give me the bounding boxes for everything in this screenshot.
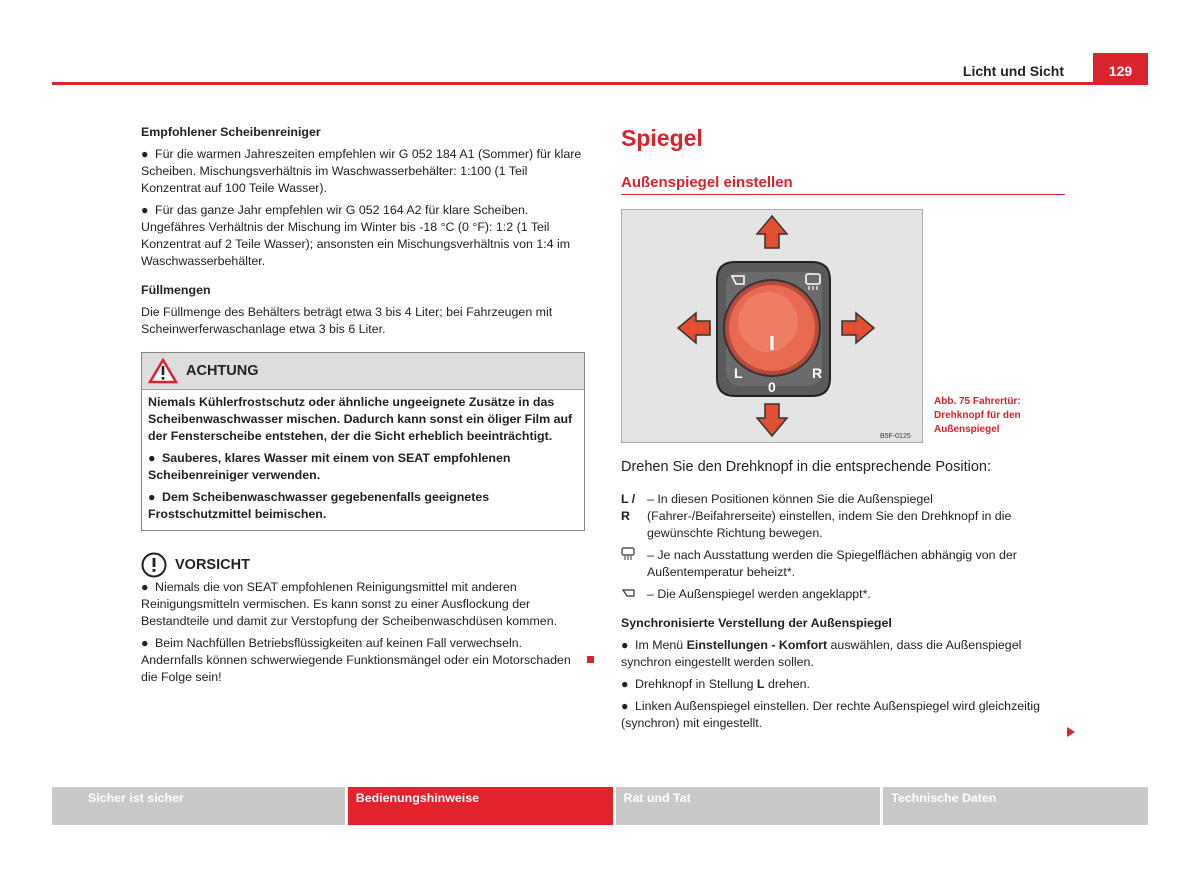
page-number: 129 xyxy=(1093,53,1148,85)
footer-tab-technik[interactable]: Technische Daten xyxy=(883,787,1148,825)
position-label-l: L xyxy=(734,365,743,381)
continue-arrow-icon xyxy=(1067,727,1075,737)
mirror-heating-icon xyxy=(621,547,637,561)
list-item: ● Sauberes, klares Wasser mit einem von SEAT empfohlenen Scheibenreiniger verwenden. xyxy=(148,451,511,482)
exclamation-circle-icon xyxy=(141,552,167,578)
position-label-r: R xyxy=(812,365,823,381)
section-title-sync: Synchronisierte Verstellung der Außenspiegel xyxy=(621,616,892,630)
list-item: ● Dem Scheibenwaschwasser gegebenenfalls geeignetes Frostschutzmittel beimischen. xyxy=(148,490,490,521)
footer-nav xyxy=(52,787,1148,825)
mirror-knob-illustration xyxy=(622,210,922,442)
list-item: ● Linken Außenspiegel einstellen. Der rechte Außenspiegel wird gleichzeitig (synchron) mit eingestellt. xyxy=(621,699,1040,730)
list-item: – Je nach Ausstattung werden die Spiegelflächen abhängig von der Außentemperatur beheizt*. xyxy=(621,547,1065,581)
warning-label: ACHTUNG xyxy=(186,362,259,379)
fill-text: Die Füllmenge des Behälters beträgt etwa 3 bis 4 Liter; bei Fahrzeugen mit Scheinwerferwaschanlage etwa 3 bis 6 Liter. xyxy=(141,305,553,336)
list-item: ● Im Menü Einstellungen - Komfort auswählen, dass die Außenspiegel synchron eingestellt werden sollen. xyxy=(621,638,1022,669)
mirror-knob-figure xyxy=(621,209,923,443)
section-heading: Außenspiegel einstellen xyxy=(621,174,1065,195)
list-item: ● Niemals die von SEAT empfohlenen Reinigungsmittel mit anderen Reinigungsmitteln vermischen. Es kann sonst zu einer Ausflockung der Bestandteile und damit zur Verstopfung der Scheibenwaschdüsen kommen. xyxy=(141,580,558,628)
caution-header xyxy=(141,551,585,579)
list-item: ● Für das ganze Jahr empfehlen wir G 052 164 A2 für klare Scheiben. Ungefähres Verhältnis der Mischung im Winter bis -18 °C (0 °F): 1:2 (1 Teil Konzentrat auf 2 Teile Wasser); ansonsten ein Mischungsverhältnis von 1:4 im Waschwasserbehälter. xyxy=(141,203,571,268)
caution-box xyxy=(141,551,585,686)
list-item: ● Für die warmen Jahreszeiten empfehlen wir G 052 184 A1 (Sommer) für klare Scheiben. Mischungsverhältnis im Waschwasserbehälter: 1:100 (1 Teil Konzentrat auf 100 Teile Wasser). xyxy=(141,147,582,195)
list-item: ● Drehknopf in Stellung L drehen. xyxy=(621,677,810,691)
footer-tab-rat[interactable]: Rat und Tat xyxy=(616,787,884,825)
section-end-mark xyxy=(587,656,594,663)
header-rule xyxy=(52,82,1148,85)
lead-text: Drehen Sie den Drehknopf in die entsprechende Position: xyxy=(621,459,991,475)
chapter-title: Spiegel xyxy=(621,125,703,151)
figure-caption: Abb. 75 Fahrertür: Drehknopf für den Außenspiegel xyxy=(934,396,1021,435)
caution-label: VORSICHT xyxy=(175,556,250,573)
mirror-fold-icon xyxy=(621,586,637,600)
list-item: – Die Außenspiegel werden angeklappt*. xyxy=(621,586,1065,605)
warning-triangle-icon xyxy=(148,358,178,384)
footer-tab-bedienung[interactable]: Bedienungshinweise xyxy=(348,787,616,825)
figure-row xyxy=(621,209,1065,443)
figure-code: B5F-0125 xyxy=(880,433,911,440)
arrow-down-icon xyxy=(757,404,787,436)
arrow-left-icon xyxy=(678,313,710,343)
warning-header xyxy=(142,353,584,390)
list-item: L / R – In diesen Positionen können Sie die Außenspiegel (Fahrer-/Beifahrerseite) einstellen, indem Sie den Drehknopf in die gewünschte Richtung bewegen. xyxy=(621,492,1012,540)
warning-box xyxy=(141,352,585,531)
arrow-right-icon xyxy=(842,313,874,343)
section-title-fill: Füllmengen xyxy=(141,283,211,297)
warning-body xyxy=(142,390,584,530)
right-column xyxy=(621,124,1065,737)
running-header-title: Licht und Sicht xyxy=(962,63,1064,79)
item-key: L / R xyxy=(621,492,636,523)
section-title-cleaner: Empfohlener Scheibenreiniger xyxy=(141,125,321,139)
position-label-zero: 0 xyxy=(768,379,776,395)
footer-tab-sicher[interactable]: Sicher ist sicher xyxy=(52,787,348,825)
list-item: ● Beim Nachfüllen Betriebsflüssigkeiten auf keinen Fall verwechseln. Andernfalls können schwerwiegende Funktionsmängel oder ein Motorschaden die Folge sein! xyxy=(141,636,571,684)
warning-text: Niemals Kühlerfrostschutz oder ähnliche ungeeignete Zusätze in das Scheibenwaschwasser mischen. Dadurch kann sonst ein öliger Film auf der Fensterscheibe entstehen, der die Sicht erheblich beeinträchtigt. xyxy=(148,395,573,443)
left-column xyxy=(141,124,585,691)
arrow-up-icon xyxy=(757,216,787,248)
